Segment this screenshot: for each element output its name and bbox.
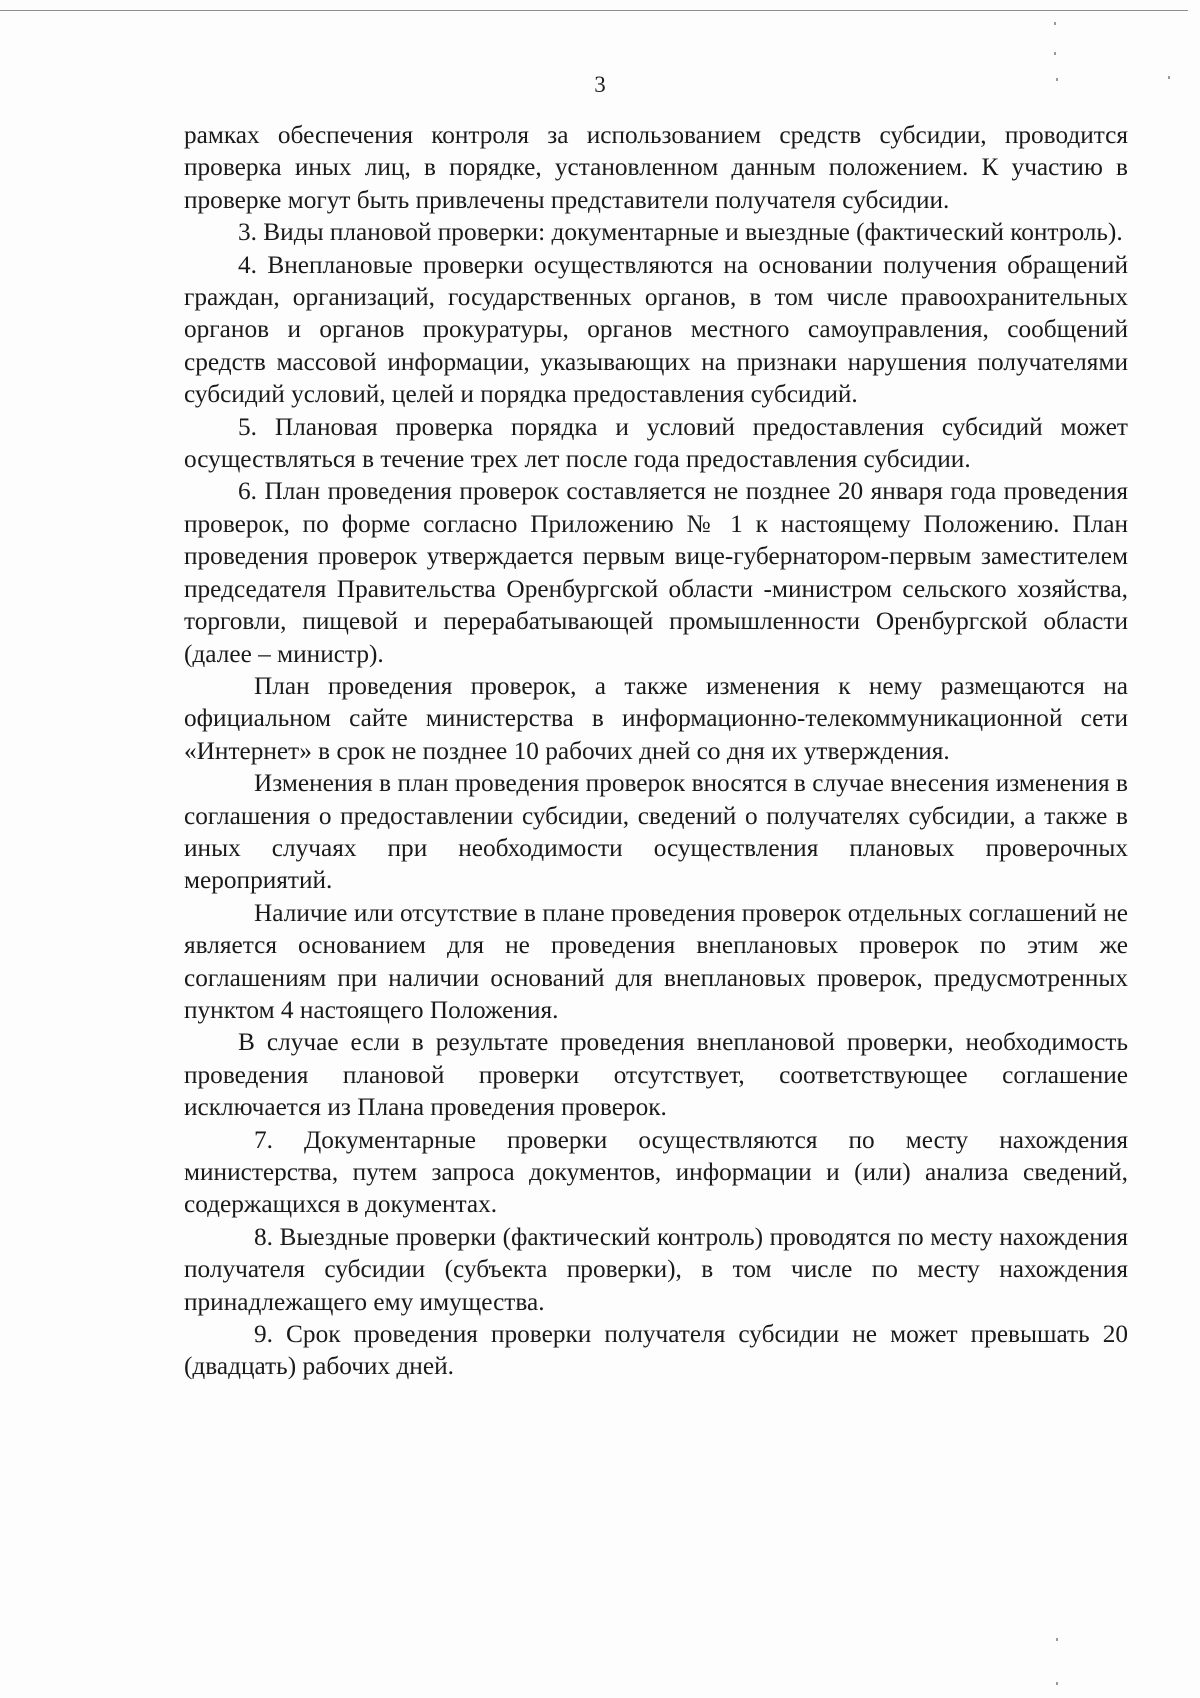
scan-speck [1056, 1682, 1058, 1685]
scan-speck [1056, 78, 1058, 81]
paragraph-item-5: 5. Плановая проверка порядка и условий предоставления субсидий может осуществляться в течение трех лет после года предоставления субсидии. [184, 412, 1128, 474]
paragraph-unscheduled-result: В случае если в результате проведения внеплановой проверки, необходимость проведения плановой проверки отсутствует, соответствующее соглашение исключается из Плана проведения проверок. [184, 1028, 1128, 1122]
paragraph-plan-changes: Изменения в план проведения проверок вносятся в случае внесения изменения в соглашения о предоставлении субсидии, сведений о получателях субсидии, а также в иных случаях при необходимости осуществления плановых проверочных мероприятий. [184, 769, 1128, 895]
paragraph-item-7: 7. Документарные проверки осуществляются по месту нахождения министерства, путем запроса документов, информации и (или) анализа сведений, содержащихся в документах. [184, 1125, 1128, 1219]
paragraph-item-3: 3. Виды плановой проверки: документарные и выездные (фактический контроль). [238, 218, 1123, 247]
paragraph-item-4: 4. Внеплановые проверки осуществляются на основании получения обращений граждан, организаций, государственных органов, в том числе правоохранительных органов и органов прокуратуры, органов местного самоуправления, сообщений средств массовой информации, указывающих на признаки нарушения получателями субсидий условий, целей и порядка предоставления субсидий. [184, 250, 1128, 409]
document-body [184, 119, 1128, 1383]
page-number: 3 [594, 72, 606, 97]
paragraph-plan-publication: План проведения проверок, а также изменения к нему размещаются на официальном сайте министерства в информационно-телекоммуникационной сети «Интернет» в срок не позднее 10 рабочих дней со дня их утверждения. [184, 671, 1128, 765]
scan-speck [1054, 22, 1056, 25]
scan-speck [1054, 52, 1056, 55]
paragraph-continuation: рамках обеспечения контроля за использованием средств субсидии, проводится проверка иных лиц, в порядке, установленном данным положением. К участию в проверке могут быть привлечены представители получателя субсидии. [184, 121, 1128, 214]
paragraph-plan-presence: Наличие или отсутствие в плане проведения проверок отдельных соглашений не является основанием для не проведения внеплановых проверок по этим же соглашениям при наличии оснований для внеплановых проверок, предусмотренных пунктом 4 настоящего Положения. [184, 898, 1128, 1024]
scan-speck [1168, 76, 1170, 79]
paragraph-item-8: 8. Выездные проверки (фактический контроль) проводятся по месту нахождения получателя субсидии (субъекта проверки), в том числе по месту нахождения принадлежащего ему имущества. [184, 1222, 1128, 1316]
paragraph-item-6: 6. План проведения проверок составляется не позднее 20 января года проведения проверок, по форме согласно Приложению № 1 к настоящему Положению. План проведения проверок утверждается первым вице-губернатором-первым заместителем председателя Правительства Оренбургской области -министром сельского хозяйства, торговли, пищевой и перерабатывающей промышленности Оренбургской области (далее – министр). [184, 477, 1128, 668]
scan-top-edge-line [0, 10, 1188, 11]
scan-speck [1056, 1638, 1058, 1641]
paragraph-item-9: 9. Срок проведения проверки получателя субсидии не может превышать 20 (двадцать) рабочих дней. [184, 1320, 1128, 1381]
